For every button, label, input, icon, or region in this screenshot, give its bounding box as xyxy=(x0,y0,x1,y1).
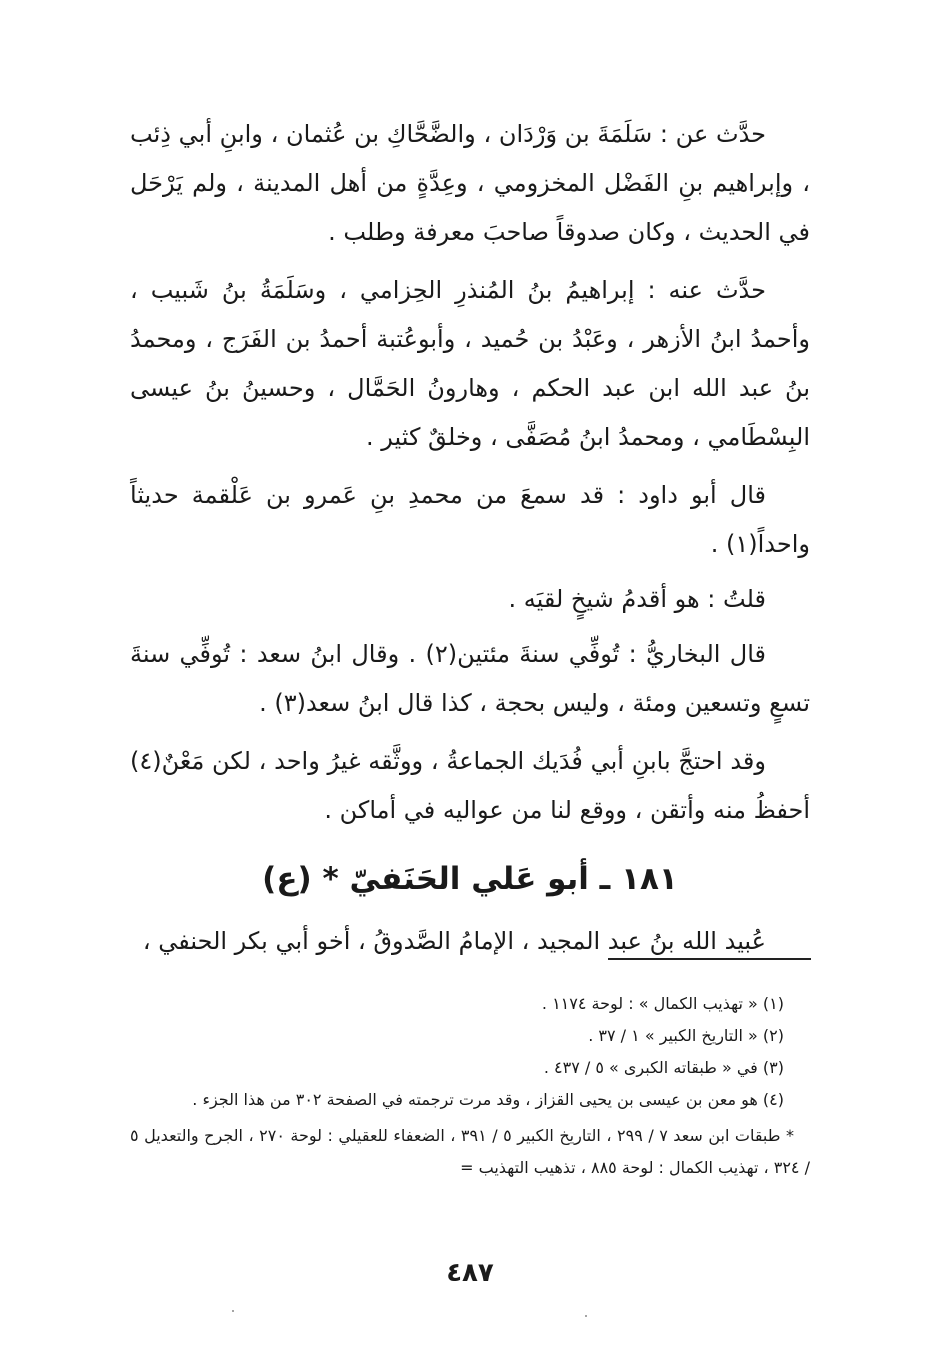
paragraph-narrated-from: حدَّث عن : سَلَمَةَ بن وَرْدَان ، والضَّحَّاكِ بن عُثمان ، وابنِ أبي ذِئب ، وإبراهيم بنِ الفَضْل المخزومي ، وعِدَّةٍ من أهل المدينة ، ولم يَرْحَل في الحديث ، وكان صدوقاً صاحبَ معرفة وطلب . xyxy=(130,120,810,246)
sources-note: * طبقات ابن سعد ٧ / ٢٩٩ ، التاريخ الكبير ٥ / ٣٩١ ، الضعفاء للعقيلي : لوحة ٢٧٠ ، الجرح والتعديل ٥ / ٣٢٤ ، تهذيب الكمال : لوحة ٨٨٥ ، تذهيب التهذيب = xyxy=(130,1126,810,1177)
footnote-1: (١) « تهذيب الكمال » : لوحة ١١٧٤ . xyxy=(541,994,784,1013)
footnote-2: (٢) « التاريخ الكبير » ١ / ٣٧ . xyxy=(588,1026,784,1045)
scan-speck xyxy=(585,1315,587,1317)
paragraph-grading: وقد احتجَّ بابنِ أبي فُدَيك الجماعةُ ، ووثَّقه غيرُ واحد ، لكن مَعْنٌ(٤) أحفظُ منه وأتقن ، ووقع لنا من عواليه في أماكن . xyxy=(130,747,810,824)
scan-speck xyxy=(232,1310,234,1312)
footnote-3: (٣) في « طبقاته الكبرى » ٥ / ٤٣٧ . xyxy=(543,1058,784,1077)
footnotes-block xyxy=(130,988,810,1184)
entry-first-paragraph: عُبيد الله بنُ عبد المجيد ، الإمامُ الصَّدوقُ ، أخو أبي بكر الحنفي ، xyxy=(142,927,766,955)
main-text xyxy=(130,110,810,975)
paragraph-abu-dawud: قال أبو داود : قد سمعَ من محمدِ بنِ عَمرو بن عَلْقمة حديثاً واحداً(١) . xyxy=(130,481,810,558)
entry-heading xyxy=(130,849,810,909)
paragraph-author-note: قلتُ : هو أقدمُ شيخٍ لقيَه . xyxy=(508,585,766,613)
footnote-divider xyxy=(608,958,811,960)
page-number: ٤٨٧ xyxy=(446,1258,494,1288)
paragraph-bukhari: قال البخاريُّ : تُوفِّي سنةَ مئتين(٢) . وقال ابنُ سعد : تُوفِّي سنةَ تسعٍ وتسعين ومئة ، وليس بحجة ، كذا قال ابنُ سعد(٣) . xyxy=(130,640,810,717)
paragraph-narrated-by: حدَّث عنه : إبراهيمُ بنُ المُنذرِ الحِزامي ، وسَلَمَةُ بنُ شَبيب ، وأحمدُ ابنُ الأزهر ، وعَبْدُ بن حُميد ، وأبوعُتبة أحمدُ بن الفَرَج ، ومحمدُ بنُ عبد الله ابن عبد الحكم ، وهارونُ الحَمَّال ، وحسينُ بنُ عيسى البِسْطَامي ، ومحمدُ ابنُ مُصَفَّى ، وخلقٌ كثير . xyxy=(130,276,810,451)
entry-heading-text: ١٨١ ـ أبو عَلي الحَنَفيّ * (ع) xyxy=(262,861,678,897)
footnote-4: (٤) هو معن بن عيسى بن يحيى القزاز ، وقد مرت ترجمته في الصفحة ٣٠٢ من هذا الجزء . xyxy=(192,1090,784,1109)
